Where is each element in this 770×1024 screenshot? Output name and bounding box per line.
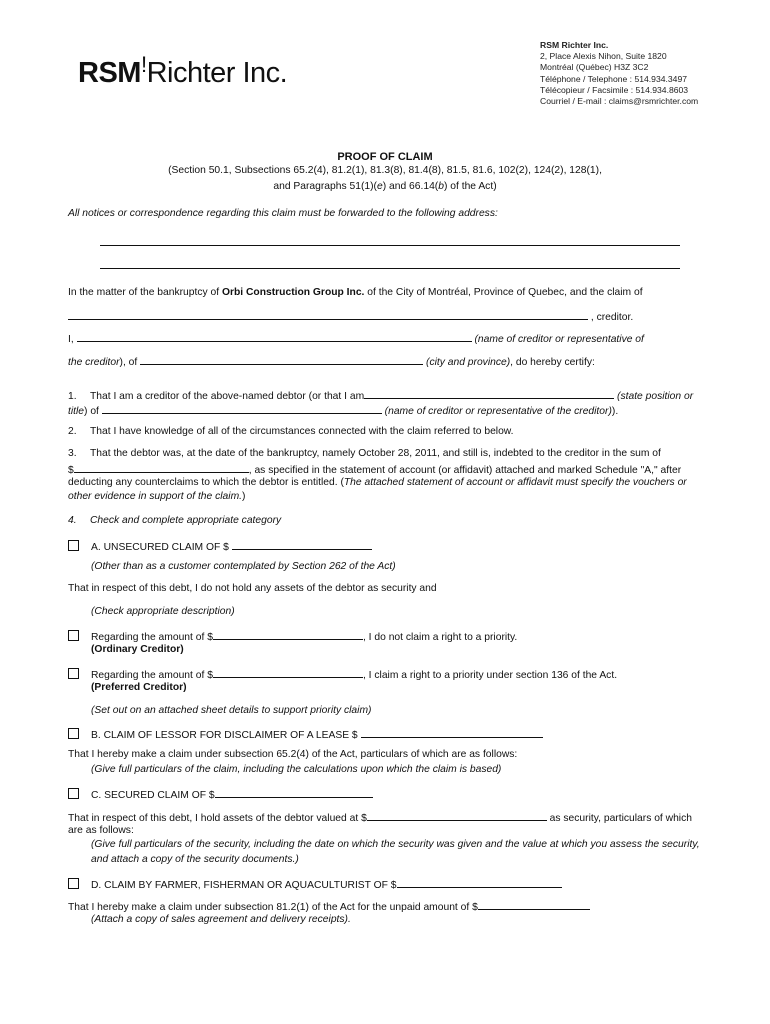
section-c-note1: (Give full particulars of the security, including the date on which the security was given and the value at which you assess the security, — [91, 839, 700, 850]
item-3-line4-end: ) — [242, 491, 246, 502]
item-4-num: 4. — [68, 515, 77, 526]
item-2 — [68, 425, 514, 439]
item-1-text: That I am a creditor of the above-named debtor (or that I am — [90, 391, 365, 402]
section-b-checkbox[interactable] — [68, 728, 79, 739]
section-d-label: D. CLAIM BY FARMER, FISHERMAN OR AQUACULTURIST OF $ — [91, 880, 397, 891]
item-3-dollar: $ — [68, 465, 74, 476]
item-4-text: Check and complete appropriate category — [90, 515, 282, 526]
section-b-amount-field[interactable] — [361, 726, 543, 738]
item-3-line2-text: , as specified in the statement of account (or affidavit) attached and marked Schedule "A," after — [248, 465, 682, 476]
i-label: I, — [68, 334, 74, 345]
section-c-note2: and attach a copy of the security documents.) — [91, 854, 299, 865]
section-a-respect: That in respect of this debt, I do not hold any assets of the debtor as security and — [68, 583, 437, 594]
the-creditor-label: the creditor — [68, 357, 120, 368]
item-3-text: That the debtor was, at the date of the bankruptcy, namely October 28, 2011, and still is, indebted to the creditor in the sum of — [90, 448, 661, 459]
section-c-text2: are as follows: — [68, 825, 134, 836]
section-d-amount-field[interactable] — [397, 876, 562, 888]
section-a-row — [68, 538, 372, 555]
item-1-line2 — [68, 402, 618, 419]
preferred-checkbox[interactable] — [68, 668, 79, 679]
section-a-label: A. UNSECURED CLAIM OF $ — [91, 542, 229, 553]
address-email: Courriel / E-mail : claims@rsmrichter.com — [540, 96, 699, 107]
item-1-name-label: (name of creditor or representative of the creditor) — [384, 406, 612, 417]
ordinary-post: , I do not claim a right to a priority. — [362, 632, 518, 643]
section-d-unpaid-field[interactable] — [478, 898, 590, 910]
item-3-num: 3. — [68, 448, 77, 459]
ordinary-creditor-label: (Ordinary Creditor) — [91, 644, 184, 655]
address-line1: 2, Place Alexis Nihon, Suite 1820 — [540, 51, 667, 62]
notice-text: All notices or correspondence regarding this claim must be forwarded to the following address: — [68, 208, 498, 219]
matter-statement — [68, 286, 643, 300]
address-line-1[interactable] — [100, 245, 680, 246]
debt-amount-field[interactable] — [74, 461, 249, 473]
section-c-label: C. SECURED CLAIM OF $ — [91, 790, 215, 801]
item-3-line3b: The attached statement of account or affidavit must specify the vouchers or — [343, 477, 687, 488]
item-1-num: 1. — [68, 391, 77, 402]
address-line2: Montréal (Québec) H3Z 3C2 — [540, 62, 649, 73]
section-d-note: (Attach a copy of sales agreement and delivery receipts). — [91, 914, 351, 925]
preferred-amount-field[interactable] — [213, 666, 363, 678]
item-3-line1 — [68, 447, 661, 461]
i-row — [68, 330, 644, 347]
section-c-text-pre: That in respect of this debt, I hold assets of the debtor valued at $ — [68, 813, 367, 824]
city-province-field[interactable] — [140, 353, 423, 365]
logo-name: Richter Inc. — [146, 57, 288, 89]
address-phone: Téléphone / Telephone : 514.934.3497 — [540, 73, 688, 84]
representative-name-field[interactable] — [77, 330, 472, 342]
of-label: ), of — [119, 357, 138, 368]
section-c-text — [68, 809, 692, 826]
address-line-2[interactable] — [100, 268, 680, 269]
logo-rsm: RSM — [78, 57, 141, 89]
ordinary-pre: Regarding the amount of $ — [91, 632, 213, 643]
company-address — [540, 40, 698, 107]
section-a-amount-field[interactable] — [232, 538, 372, 550]
address-company: RSM Richter Inc. — [540, 40, 609, 50]
item-3-line4-text: other evidence in support of the claim. — [68, 491, 243, 502]
state-position-label: (state position or — [617, 391, 694, 402]
item-3-line3a: deducting any counterclaims to which the debtor is entitled. ( — [68, 477, 344, 488]
section-b-note: (Give full particulars of the claim, including the calculations upon which the claim is based) — [91, 764, 502, 775]
creditor-label: , creditor. — [590, 312, 634, 323]
title-label: title — [68, 406, 85, 417]
section-c-checkbox[interactable] — [68, 788, 79, 799]
section-a-note: (Other than as a customer contemplated by Section 262 of the Act) — [91, 561, 396, 572]
debtor-name: Orbi Construction Group Inc. — [221, 287, 365, 298]
creditor-row — [68, 308, 633, 325]
company-logo: RSM!Richter Inc. — [78, 52, 288, 89]
item-1-creditor-field[interactable] — [102, 402, 382, 414]
section-b-text: That I hereby make a claim under subsection 65.2(4) of the Act, particulars of which are as follows: — [68, 749, 518, 760]
matter-post: of the City of Montréal, Province of Quebec, and the claim of — [364, 287, 643, 298]
section-a-check-desc: (Check appropriate description) — [91, 606, 235, 617]
document-title: PROOF OF CLAIM — [337, 151, 433, 163]
item-3-line4 — [68, 490, 245, 504]
preferred-post: , I claim a right to a priority under section 136 of the Act. — [362, 670, 618, 681]
section-c-text-post: as security, particulars of which — [549, 813, 692, 824]
section-d-text-content: That I hereby make a claim under subsection 81.2(1) of the Act for the unpaid amount of $ — [68, 902, 478, 913]
position-field[interactable] — [364, 387, 614, 399]
preferred-pre: Regarding the amount of $ — [91, 670, 213, 681]
section-c-amount-field[interactable] — [215, 786, 373, 798]
preferred-creditor-label: (Preferred Creditor) — [91, 682, 187, 693]
section-c-assets-field[interactable] — [367, 809, 547, 821]
name-of-creditor-label: (name of creditor or representative of — [474, 334, 644, 345]
creditor-field[interactable] — [68, 308, 588, 320]
section-b-label: B. CLAIM OF LESSOR FOR DISCLAIMER OF A LEASE $ — [91, 730, 358, 741]
subtitle-line1: (Section 50.1, Subsections 65.2(4), 81.2(1), 81.3(8), 81.4(8), 81.5, 81.6, 102(2), 124(2), 128(1), — [168, 165, 602, 176]
address-fax: Télécopieur / Facsimile : 514.934.8603 — [540, 84, 689, 95]
item-1-end: ). — [611, 406, 619, 417]
item-4 — [68, 514, 281, 528]
subtitle-line2: and Paragraphs 51(1)(e) and 66.14(b) of the Act) — [273, 181, 497, 192]
section-a-checkbox[interactable] — [68, 540, 79, 551]
item-1-of: ) of — [84, 406, 99, 417]
ordinary-amount-field[interactable] — [213, 628, 363, 640]
section-b-row — [68, 726, 543, 743]
section-d-checkbox[interactable] — [68, 878, 79, 889]
item-2-num: 2. — [68, 426, 77, 437]
section-c-row — [68, 786, 373, 803]
section-a-attached: (Set out on an attached sheet details to support priority claim) — [91, 705, 372, 716]
certify-label: , do hereby certify: — [510, 357, 595, 368]
item-2-text: That I have knowledge of all of the circumstances connected with the claim referred to below. — [90, 426, 514, 437]
ordinary-checkbox[interactable] — [68, 630, 79, 641]
item-3-line3 — [68, 476, 687, 490]
matter-pre: In the matter of the bankruptcy of — [68, 287, 222, 298]
section-d-row — [68, 876, 562, 893]
city-row — [68, 353, 595, 370]
city-province-label: (city and province) — [426, 357, 511, 368]
